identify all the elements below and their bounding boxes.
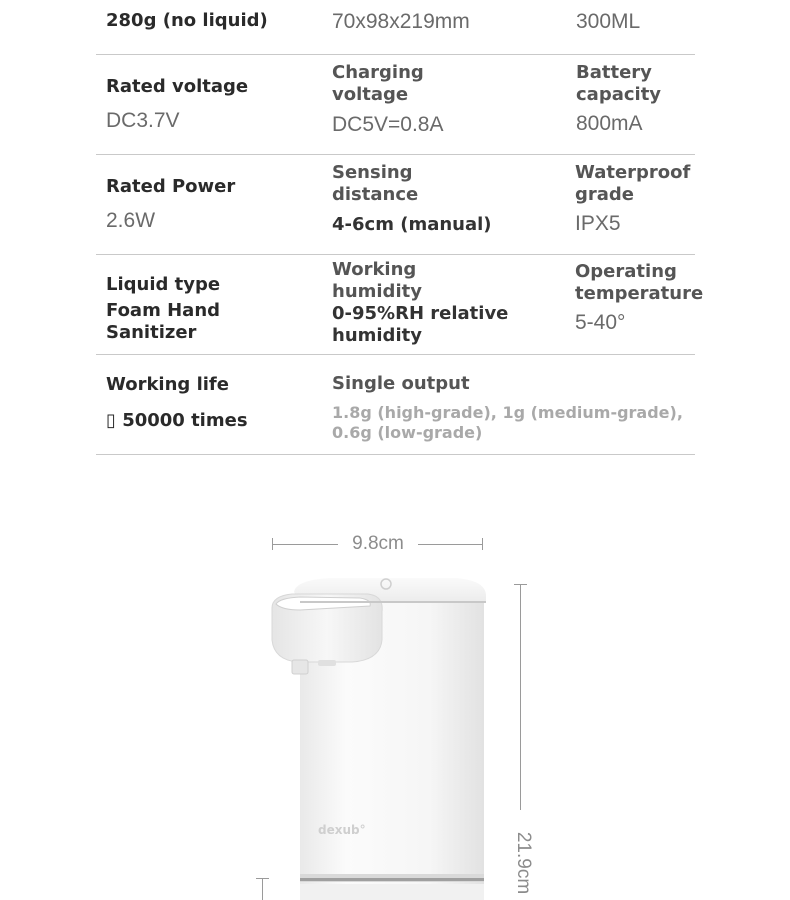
sensing-value: 4-6cm (manual)	[332, 214, 492, 235]
spec-row-3	[0, 155, 790, 255]
size-value: 70x98x219mm	[332, 10, 470, 33]
humidity-cell	[332, 259, 508, 347]
height-line	[520, 584, 521, 810]
spec-row-4	[0, 255, 790, 355]
waterproof-label-2: grade	[575, 184, 635, 205]
weight-cell	[106, 10, 268, 32]
temperature-label-1: Operating	[575, 261, 677, 282]
liquid-value-2: Sanitizer	[106, 322, 197, 343]
waterproof-label-1: Waterproof	[575, 162, 691, 183]
waterproof-cell	[575, 162, 690, 237]
rated-power-label: Rated Power	[106, 176, 236, 197]
temperature-value: 5-40°	[575, 311, 626, 334]
life-label: Working life	[106, 374, 229, 395]
rated-voltage-label: Rated voltage	[106, 76, 249, 97]
liquid-value-1: Foam Hand	[106, 300, 221, 321]
liquid-cell	[106, 274, 220, 344]
charging-voltage-label-1: Charging	[332, 62, 424, 83]
product-illustration	[0, 500, 790, 900]
battery-label-2: capacity	[576, 84, 662, 105]
row-divider	[96, 454, 695, 455]
humidity-label-2: humidity	[332, 281, 422, 302]
size-cell	[332, 9, 470, 35]
humidity-label-1: Working	[332, 259, 417, 280]
spec-row-5	[0, 355, 790, 455]
rated-power-value: 2.6W	[106, 209, 156, 232]
spec-row-2	[0, 55, 790, 155]
humidity-value-1: 0-95%RH relative	[332, 303, 509, 324]
waterproof-value: IPX5	[575, 212, 621, 235]
charging-voltage-cell	[332, 62, 443, 138]
battery-cell	[576, 62, 661, 137]
life-cell	[106, 374, 248, 432]
rated-power-cell	[106, 176, 235, 234]
life-value-line	[106, 410, 248, 432]
brand-logo: dexub°	[318, 823, 366, 837]
base-tick-line	[262, 878, 263, 900]
charging-voltage-label-2: voltage	[332, 84, 409, 105]
output-note: 1.8g (high-grade), 1g (medium-grade), 0.6g (low-grade)	[332, 403, 683, 442]
placeholder-glyph-icon: ▯	[106, 410, 116, 431]
liquid-label: Liquid type	[106, 274, 221, 295]
humidity-value-2: humidity	[332, 325, 422, 346]
height-label: 21.9cm	[513, 831, 534, 895]
height-dimension	[508, 584, 538, 900]
charging-voltage-value: DC5V=0.8A	[332, 113, 444, 136]
battery-label-1: Battery	[576, 62, 652, 83]
sensing-label-1: Sensing	[332, 162, 413, 183]
rated-voltage-value: DC3.7V	[106, 109, 180, 132]
width-label: 9.8cm	[352, 533, 404, 554]
sensing-cell	[332, 162, 492, 236]
battery-value: 800mA	[576, 112, 643, 135]
rated-voltage-cell	[106, 76, 248, 134]
life-value: 50000 times	[122, 410, 248, 431]
output-label: Single output	[332, 373, 470, 394]
temperature-label-2: temperature	[575, 283, 704, 304]
output-cell	[332, 373, 702, 443]
temperature-cell	[575, 261, 703, 336]
dispenser-icon	[0, 500, 790, 900]
volume-cell	[576, 9, 640, 35]
volume-value: 300ML	[576, 10, 641, 33]
sensing-label-2: distance	[332, 184, 419, 205]
weight-value: 280g (no liquid)	[106, 10, 268, 31]
spec-row-1	[0, 0, 790, 55]
